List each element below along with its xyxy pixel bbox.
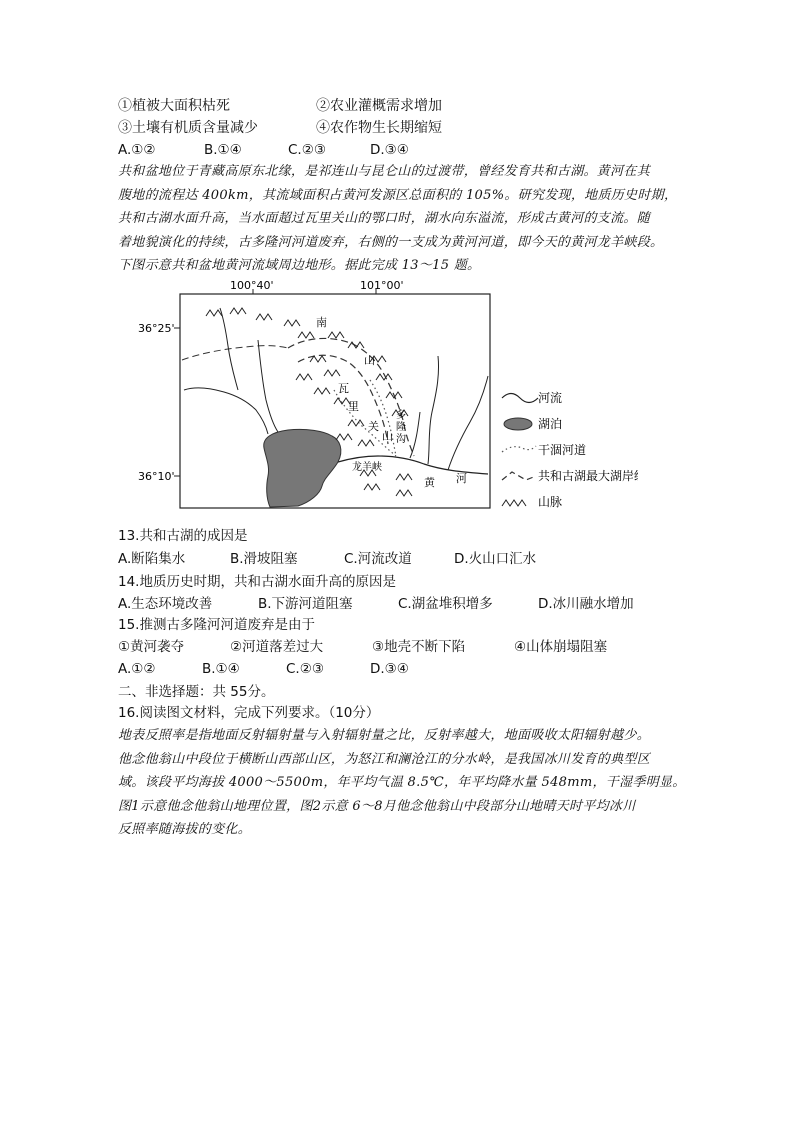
label-duo: 多 — [396, 410, 406, 421]
label-gou: 沟 — [396, 434, 406, 445]
section-2-heading: 二、非选择题：共 55分。 — [118, 684, 275, 700]
prev-option-c: C.②③ — [288, 142, 326, 158]
label-guan: 关 — [368, 420, 379, 433]
prev-item-3: ③土壤有机质含量减少 — [118, 120, 258, 136]
q15-option-a[interactable]: A.①② — [118, 661, 156, 677]
q16-material-line: 域。该段平均海拔 4000～5500m，年平均气温 8.5℃，年平均降水量 548mm，干湿季明显。 — [118, 775, 686, 790]
label-huang: 黄 — [424, 476, 435, 489]
q15-item-1: ①黄河袭夺 — [118, 639, 185, 655]
lon-label-1: 100°40' — [230, 280, 274, 292]
terrain-map-svg — [138, 280, 638, 520]
q16-material-line: 他念他翁山中段位于横断山西部山区，为怒江和澜沧江的分水岭，是我国冰川发育的典型区 — [118, 751, 651, 767]
legend-lake-icon — [504, 418, 532, 430]
prev-option-d: D.③④ — [370, 142, 409, 158]
q16-material-line: 反照率随海拔的变化。 — [118, 822, 252, 837]
question-14-stem: 14.地质历史时期，共和古湖水面升高的原因是 — [118, 574, 396, 590]
prev-item-1: ①植被大面积枯死 — [118, 98, 230, 114]
q14-option-b[interactable]: B.下游河道阻塞 — [258, 596, 353, 612]
question-13-stem: 13.共和古湖的成因是 — [118, 528, 248, 544]
label-longyangxia: 龙羊峡 — [352, 462, 382, 473]
legend-dried-channel-icon — [502, 446, 536, 452]
label-he: 河 — [456, 472, 467, 485]
legend-shoreline-icon — [502, 472, 536, 480]
terrain-map-figure — [138, 280, 638, 520]
q13-option-b[interactable]: B.滑坡阻塞 — [230, 551, 298, 567]
legend-mountain-label: 山脉 — [538, 495, 563, 509]
prev-item-4: ④农作物生长期缩短 — [316, 120, 442, 136]
prev-option-a: A.①② — [118, 142, 156, 158]
question-16-stem: 16.阅读图文材料，完成下列要求。（10分） — [118, 705, 380, 721]
prev-item-2: ②农业灌概需求增加 — [316, 98, 442, 114]
q13-option-a[interactable]: A.断陷集水 — [118, 551, 186, 567]
legend-lake-label: 湖泊 — [538, 417, 563, 431]
lat-label-1: 36°25' — [138, 322, 175, 335]
q14-option-d[interactable]: D.冰川融水增加 — [538, 596, 634, 612]
q15-item-2: ②河道落差过大 — [230, 639, 324, 655]
material-paragraph — [118, 160, 694, 278]
legend-river-label: 河流 — [538, 391, 563, 405]
q16-material-line: 图1示意他念他翁山地理位置，图2示意 6～8月他念他翁山中段部分山地晴天时平均冰川 — [118, 798, 636, 814]
material-line: 下图示意共和盆地黄河流域周边地形。据此完成 13～15 题。 — [118, 258, 481, 273]
label-wa: 瓦 — [338, 382, 349, 395]
legend-mountain-icon — [502, 500, 526, 506]
lon-label-2: 101°00' — [360, 280, 404, 292]
material-line: 着地貌演化的持续，古多隆河河道废弃，右侧的一支成为黄河河道，即今天的黄河龙羊峡段。 — [118, 234, 664, 250]
material-line: 共和盆地位于青藏高原东北缘，是祁连山与昆仑山的过渡带，曾经发育共和古湖。黄河在其 — [118, 164, 651, 179]
legend-dried-channel-label: 干涸河道 — [538, 443, 587, 457]
map-frame — [180, 294, 490, 508]
q13-option-d[interactable]: D.火山口汇水 — [454, 551, 537, 567]
question-16-material — [118, 724, 694, 842]
q13-option-c[interactable]: C.河流改道 — [344, 551, 412, 567]
label-shan2: 山 — [382, 430, 393, 443]
legend-shoreline-label: 共和古湖最大湖岸线 — [538, 469, 638, 483]
q15-option-d[interactable]: D.③④ — [370, 661, 409, 677]
question-15-stem: 15.推测古多隆河河道废弃是由于 — [118, 617, 315, 633]
material-line: 腹地的流程达 400km，其流域面积占黄河发源区总面积的 105%。研究发现，地质历史时期， — [118, 187, 678, 203]
material-line: 共和古湖水面升高，当水面超过瓦里关山的鄂口时，湖水向东溢流，形成古黄河的支流。随 — [118, 211, 651, 226]
map-legend — [502, 390, 638, 509]
q15-item-4: ④山体崩塌阻塞 — [514, 639, 608, 655]
label-long: 隆 — [396, 422, 406, 433]
label-shan: 山 — [364, 354, 375, 367]
label-nan: 南 — [316, 316, 327, 329]
lat-label-2: 36°10' — [138, 470, 175, 483]
label-li: 里 — [348, 400, 359, 413]
q15-item-3: ③地壳不断下陷 — [372, 639, 466, 655]
q15-option-c[interactable]: C.②③ — [286, 661, 324, 677]
q16-material-line: 地表反照率是指地面反射辐射量与入射辐射量之比，反射率越大，地面吸收太阳辐射越少。 — [118, 728, 651, 743]
prev-option-b: B.①④ — [204, 142, 242, 158]
q14-option-c[interactable]: C.湖盆堆积增多 — [398, 596, 493, 612]
q15-option-b[interactable]: B.①④ — [202, 661, 240, 677]
legend-river-icon — [502, 394, 538, 403]
q14-option-a[interactable]: A.生态环境改善 — [118, 596, 213, 612]
